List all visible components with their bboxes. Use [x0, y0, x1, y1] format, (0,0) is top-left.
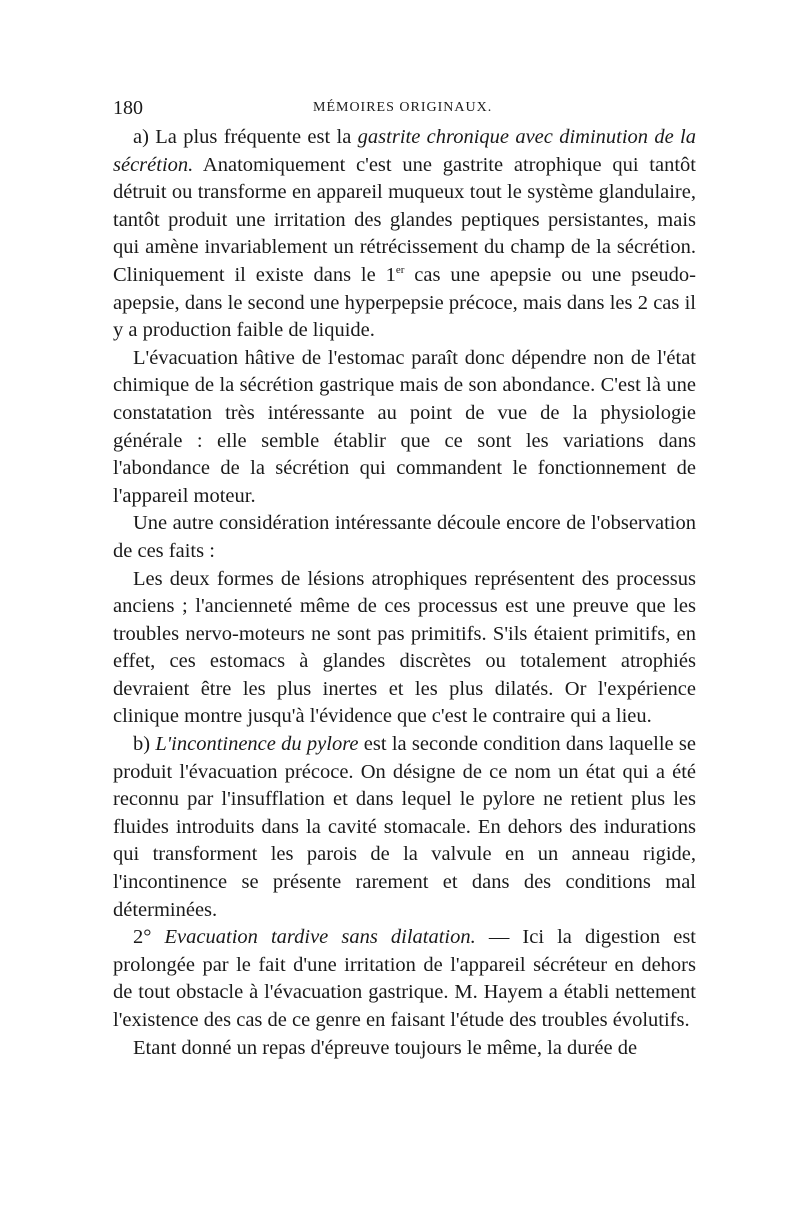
- paragraph-incontinence-pylore: [113, 731, 696, 924]
- paragraph-lead: b): [133, 733, 156, 756]
- paragraph-lesions-atrophiques: Les deux formes de lésions atrophiques représentent des processus anciens ; l'ancienneté même de ces processus est une preuve que les troubles nervo-moteurs ne sont pas primitifs. S'ils étaient primitifs, en effet, ces estomacs à glandes discrètes ou totalement atrophiés devraient être les plus inertes et les plus dilatés. Or l'expérience clinique montre jusqu'à l'évidence que c'est le contraire qui a lieu.: [113, 567, 696, 728]
- body-text: [113, 124, 696, 1062]
- page-number: 180: [113, 97, 143, 119]
- paragraph-text: est la seconde condition dans laquelle se produit l'évacuation précoce. On désigne de ce nom un état qui a été reconnu par l'insufflation et dans lequel le pylore ne retient plus les fluides introduits dans la cavité stomacale. En dehors des indurations qui transforment les parois de la valvule en un anneau rigide, l'incontinence se présente rarement et dans des conditions mal déterminées.: [113, 733, 696, 921]
- paragraph-italic: L'incontinence du pylore: [155, 733, 359, 756]
- paragraph-italic: Evacuation tardive sans dilatation.: [164, 926, 476, 949]
- paragraph-lead: a) La plus fréquente est la: [133, 126, 358, 148]
- paragraph-gastrite: [113, 124, 696, 345]
- paragraph-evacuation-hative: L'évacuation hâtive de l'estomac paraît donc dépendre non de l'état chimique de la sécrétion gastrique mais de son abondance. C'est là une constatation très intéressante au point de vue de la physiologie générale : elle semble établir que ce sont les variations dans l'abondance de la sécrétion qui commandent le fonctionnement de l'appareil moteur.: [113, 346, 696, 507]
- paragraph-text-continued: cas une apepsie ou une pseudo-apepsie, dans le second une hyperpepsie précoce, mais dans les 2 cas il y a production faible de liquide.: [113, 263, 696, 342]
- page-header: [113, 97, 693, 125]
- ordinal-superscript: er: [395, 263, 405, 276]
- paragraph-lead: 2°: [133, 926, 165, 949]
- paragraph-repas-epreuve: Etant donné un repas d'épreuve toujours le même, la durée de: [133, 1036, 638, 1059]
- paragraph-evacuation-tardive: [113, 924, 696, 1034]
- paragraph-italic: gastrite chronique avec diminution de la sécrétion.: [113, 126, 696, 176]
- paragraph-text: — Ici la digestion est prolongée par le fait d'une irritation de l'appareil sécréteur en dehors de tout obstacle à l'évacuation gastrique. M. Hayem a établi nettement l'existence des cas de ce genre en faisant l'étude des troubles évolutifs.: [113, 926, 696, 1031]
- running-head: MÉMOIRES ORIGINAUX.: [313, 100, 493, 115]
- paragraph-text: Anatomiquement c'est une gastrite atrophique qui tantôt détruit ou transforme en appareil muqueux tout le système glandulaire, tantôt produit une irritation des glandes peptiques persistantes, mais qui amène invariablement un rétrécissement du champ de la sécrétion. Cliniquement il existe dans le 1: [113, 153, 696, 286]
- paragraph-autre-consideration: Une autre considération intéressante découle encore de l'observation de ces faits :: [113, 512, 696, 562]
